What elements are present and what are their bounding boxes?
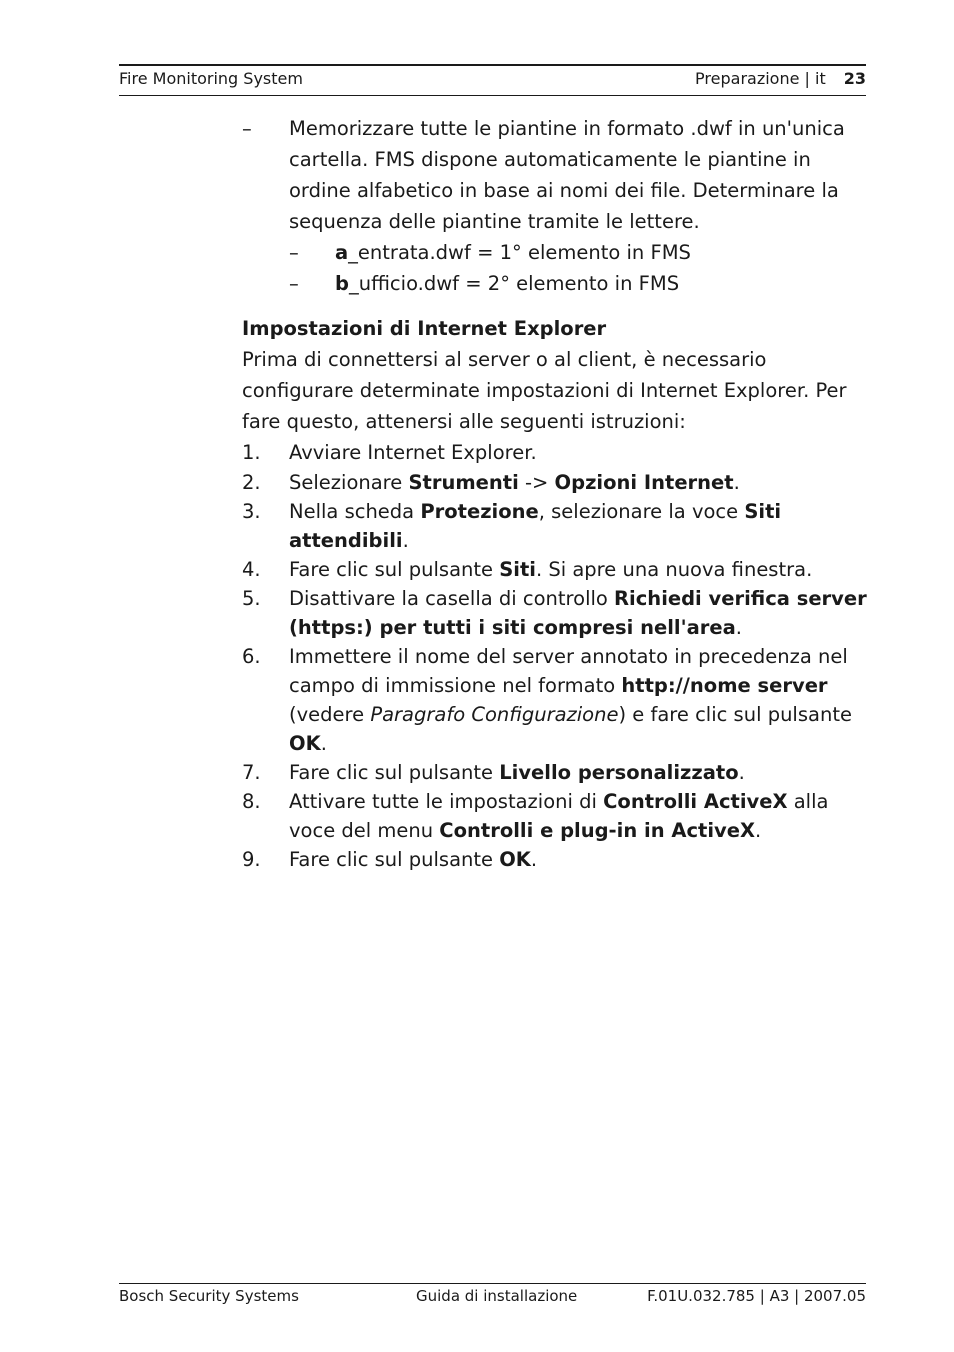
step-text-part: . — [733, 471, 740, 494]
step-text-part: Avviare Internet Explorer. — [289, 441, 537, 464]
step-number: 2. — [242, 471, 261, 494]
sub-bullet-dash: – — [289, 272, 299, 295]
step-item — [242, 787, 872, 845]
step-number: 7. — [242, 761, 261, 784]
step-text-part: Attivare tutte le impostazioni di — [289, 790, 604, 813]
page-body — [242, 113, 872, 874]
header-right — [695, 69, 866, 88]
step-text-part: Fare clic sul pulsante — [289, 558, 500, 581]
header-title: Fire Monitoring System — [119, 69, 303, 88]
step-text — [289, 468, 872, 497]
step-text-part: , selezionare la voce — [538, 500, 745, 523]
step-italic-term: Paragrafo Configurazione — [370, 703, 619, 726]
step-item — [242, 555, 872, 584]
header-section: Preparazione | it — [695, 69, 826, 88]
step-text-part: alla voce del menu — [289, 790, 829, 842]
step-text-part: -> — [518, 471, 555, 494]
step-text-part: Nella scheda — [289, 500, 421, 523]
step-text — [289, 584, 872, 642]
steps-list — [242, 437, 872, 874]
section-heading: Impostazioni di Internet Explorer — [242, 317, 607, 340]
step-bold-term: Siti attendibili — [289, 500, 782, 552]
sub-bullet-letter: b — [335, 272, 349, 295]
step-item — [242, 642, 872, 758]
step-text-part: . Si apre una nuova finestra. — [535, 558, 813, 581]
step-number: 3. — [242, 500, 261, 523]
step-text — [289, 555, 872, 584]
step-number: 4. — [242, 558, 261, 581]
sub-bullet-letter: a — [335, 241, 349, 264]
step-item — [242, 497, 872, 555]
step-number: 6. — [242, 645, 261, 668]
step-bold-term: Strumenti — [408, 471, 519, 494]
page-footer — [119, 1283, 866, 1305]
step-text — [289, 497, 872, 555]
step-bold-term: http://nome server — [621, 674, 828, 697]
step-text — [289, 642, 872, 758]
step-text-part: . — [738, 761, 745, 784]
step-text-part: . — [530, 848, 538, 871]
step-text — [289, 437, 872, 468]
step-text-part: . — [320, 732, 327, 755]
step-text — [289, 845, 872, 874]
step-item — [242, 584, 872, 642]
section-intro: Prima di connettersi al server o al client, è necessario configurare determinate impostazioni di Internet Explorer. Per fare questo, attenersi alle seguenti istruzioni: — [242, 348, 847, 433]
sub-bullet-dash: – — [289, 241, 299, 264]
step-bold-term: Protezione — [420, 500, 539, 523]
step-text-part: . — [735, 616, 742, 639]
step-number: 8. — [242, 790, 261, 813]
step-item — [242, 758, 872, 787]
sub-bullet-text: _entrata.dwf = 1° elemento in FMS — [348, 241, 691, 264]
step-text-part: Disattivare la casella di controllo — [289, 587, 615, 610]
step-text-part: Fare clic sul pulsante — [289, 848, 500, 871]
footer-doc-title: Guida di installazione — [416, 1287, 578, 1305]
step-text-part: Fare clic sul pulsante — [289, 761, 500, 784]
step-text-part: . — [402, 529, 409, 552]
step-bold-term: Controlli ActiveX — [603, 790, 788, 813]
step-text-part: (vedere — [289, 703, 371, 726]
step-number: 9. — [242, 848, 261, 871]
step-text — [289, 758, 872, 787]
step-item — [242, 437, 872, 468]
page-number: 23 — [843, 69, 866, 88]
step-item — [242, 845, 872, 874]
step-number: 5. — [242, 587, 261, 610]
bullet-dash: – — [242, 117, 252, 140]
step-text-part: ) e fare clic sul pulsante — [618, 703, 852, 726]
step-text — [289, 787, 872, 845]
sub-bullet-item — [242, 237, 872, 268]
step-bold-term: Siti — [499, 558, 536, 581]
bullet-text: Memorizzare tutte le piantine in formato .dwf in un'unica cartella. FMS dispone automaticamente le piantine in ordine alfabetico in base ai nomi dei file. Determinare la sequenza delle piantine tramite le lettere. — [289, 117, 845, 233]
footer-doc-ref: F.01U.032.785 | A3 | 2007.05 — [647, 1287, 866, 1305]
step-bold-term: OK — [289, 732, 321, 755]
step-item — [242, 468, 872, 497]
sub-bullet-item — [242, 268, 872, 299]
step-text-part: . — [755, 819, 762, 842]
step-bold-term: OK — [499, 848, 531, 871]
page-header — [119, 64, 866, 96]
step-text-part: Selezionare — [289, 471, 409, 494]
step-bold-term: Livello personalizzato — [499, 761, 739, 784]
step-text-part: Immettere il nome del server annotato in precedenza nel campo di immissione nel formato — [289, 645, 848, 697]
step-number: 1. — [242, 441, 261, 464]
bullet-item — [242, 113, 872, 237]
step-bold-term: Richiedi verifica server (https:) per tutti i siti compresi nell'area — [289, 587, 867, 639]
step-bold-term: Opzioni Internet — [554, 471, 734, 494]
footer-company: Bosch Security Systems — [119, 1287, 299, 1305]
step-bold-term: Controlli e plug-in in ActiveX — [439, 819, 755, 842]
sub-bullet-text: _ufficio.dwf = 2° elemento in FMS — [348, 272, 680, 295]
